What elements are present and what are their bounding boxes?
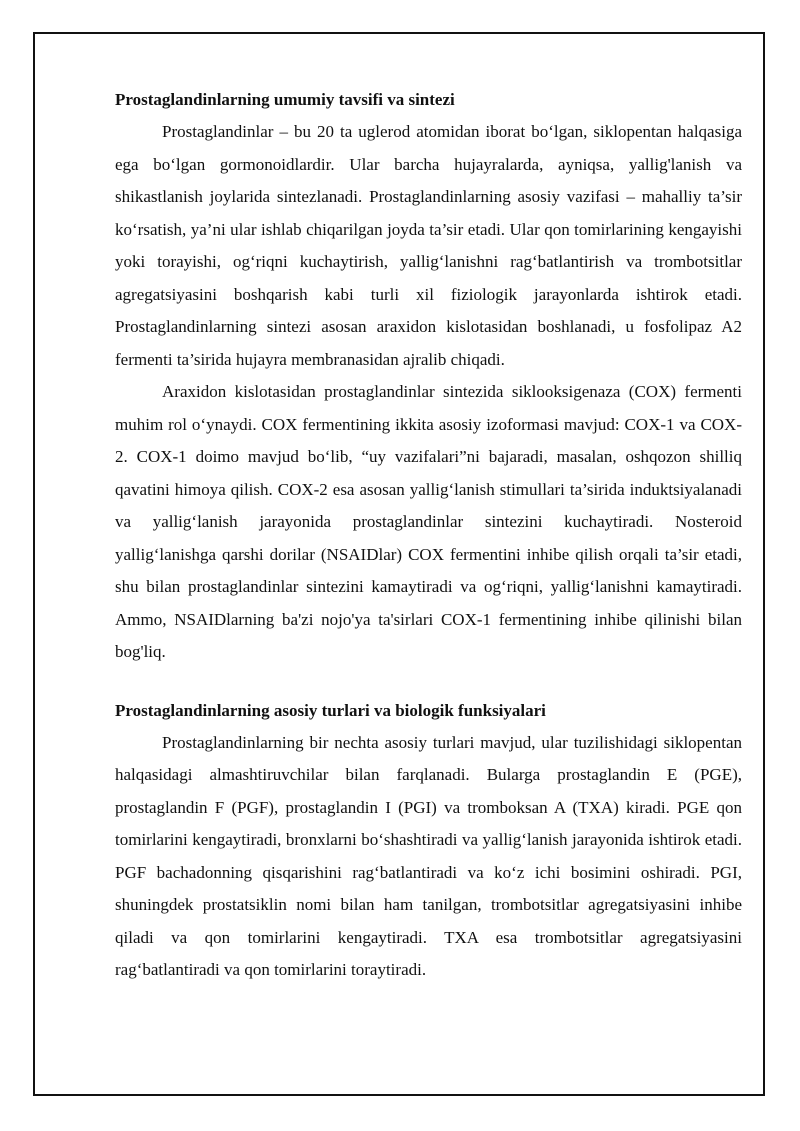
paragraph-prostaglandin-types: Prostaglandinlarning bir nechta asosiy turlari mavjud, ular tuzilishidagi siklopentan halqasidagi almashtiruvchilar bilan farqlanadi. Bularga prostaglandin E (PGE), prostaglandin F (PGF), prostaglandin I (PGI) va tromboksan A (TXA) kiradi. PGE qon tomirlarini kengaytiradi, bronxlarni bo‘shashtiradi va yallig‘lanish jarayonida ishtirok etadi. PGF bachadonning qisqarishini rag‘batlantiradi va ko‘z ichi bosimini oshiradi. PGI, shuningdek prostatsiklin nomi bilan ham tanilgan, trombotsitlar agregatsiyasini inhibe qiladi va qon tomirlarini kengaytiradi. TXA esa trombotsitlar agregatsiyasini rag‘batlantiradi va qon tomirlarini toraytiradi. xyxy=(115,732,742,979)
paragraph-synthesis-overview: Prostaglandinlar – bu 20 ta uglerod atomidan iborat bo‘lgan, siklopentan halqasiga ega bo‘lgan gormonoidlardir. Ular barcha hujayralarda, ayniqsa, yallig'lanish va shikastlanish joylarida sintezlanadi. Prostaglandinlarning asosiy vazifasi – mahalliy ta’sir ko‘rsatish, ya’ni ular ishlab chiqarilgan joyda ta’sir etadi. Ular qon tomirlarining kengayishi yoki torayishi, og‘riqni kuchaytirish, yallig‘lanishni rag‘batlantirish va trombotsitlar agregatsiyasini boshqarish kabi turli xil fiziologik jarayonlarda ishtirok etadi. Prostaglandinlarning sintezi asosan araxidon kislotasidan boshlanadi, u fosfolipaz A2 fermenti ta’sirida hujayra membranasidan ajralib chiqadi. xyxy=(115,122,742,369)
paragraph-cox-enzymes: Araxidon kislotasidan prostaglandinlar sintezida siklooksigenaza (COX) fermenti muhim rol o‘ynaydi. COX fermentining ikkita asosiy izoformasi mavjud: COX-1 va COX-2. COX-1 doimo mavjud bo‘lib, “uy vazifalari”ni bajaradi, masalan, oshqozon shilliq qavatini himoya qilish. COX-2 esa asosan yallig‘lanish stimullari ta’sirida induktsiyalanadi va yallig‘lanish jarayonida prostaglandinlar sintezini kuchaytiradi. Nosteroid yallig‘lanishga qarshi dorilar (NSAIDlar) COX fermentini inhibe qilish orqali ta’sir etadi, shu bilan prostaglandinlar sintezini kamaytiradi va og‘riqni, yallig‘lanishni kamaytiradi. Ammo, NSAIDlarning ba'zi nojo'ya ta'sirlari COX-1 fermentining inhibe qilinishi bilan bog'liq. xyxy=(115,382,742,661)
section-heading-synthesis: Prostaglandinlarning umumiy tavsifi va sintezi xyxy=(115,90,455,109)
document-body xyxy=(115,86,742,987)
section-heading-types-functions: Prostaglandinlarning asosiy turlari va biologik funksiyalari xyxy=(115,700,546,720)
